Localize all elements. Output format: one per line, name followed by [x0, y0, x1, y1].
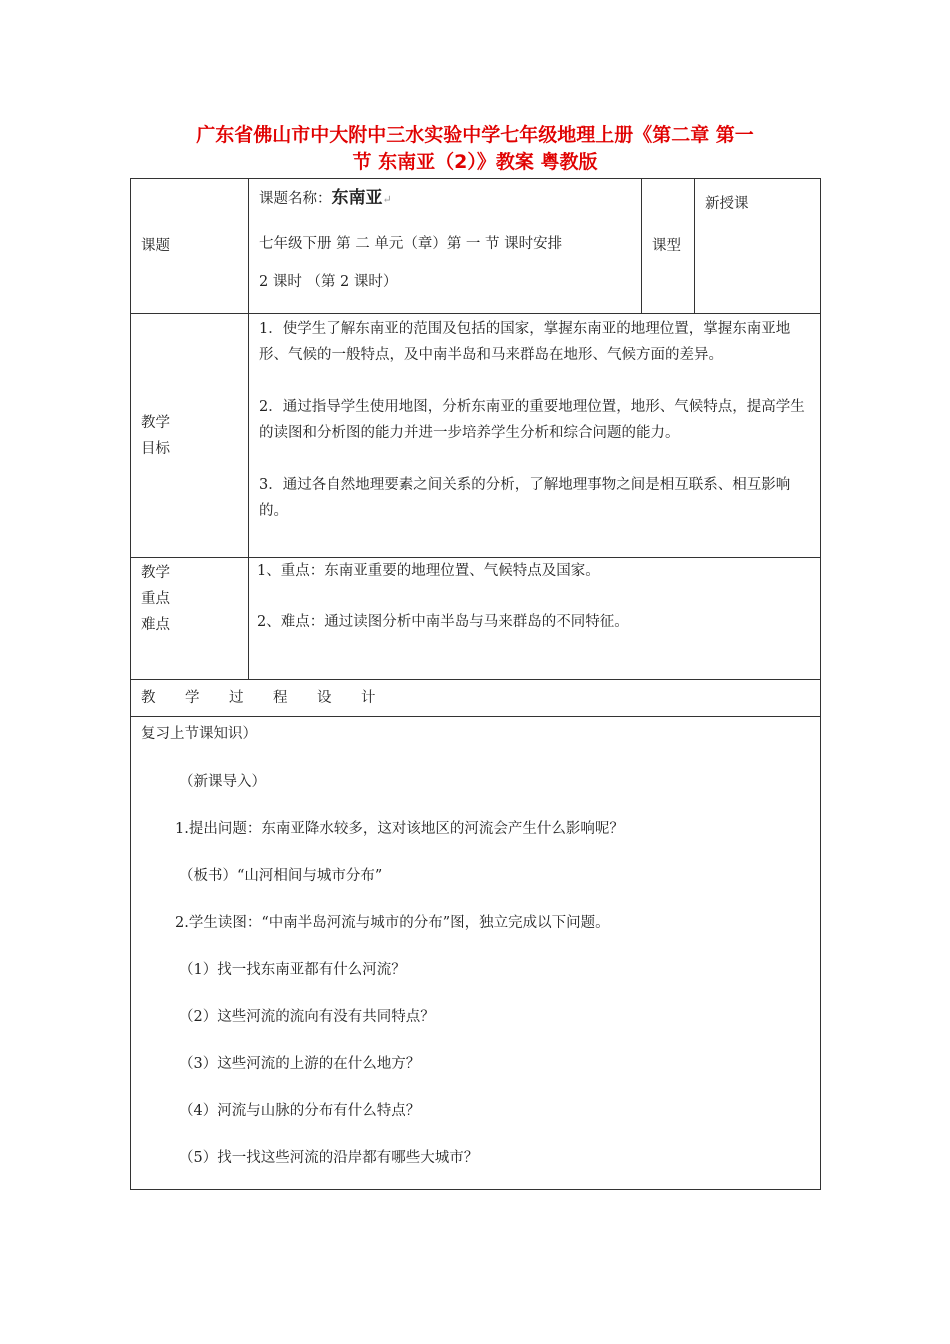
process-heading-char: 学 — [185, 690, 200, 706]
process-row — [131, 717, 821, 1190]
lesson-type-value: 新授课 — [705, 196, 749, 212]
sub-question-2: （2）这些河流的流向有没有共同特点？ — [179, 1009, 435, 1025]
question-2: 2.学生读图：“中南半岛河流与城市的分布”图，独立完成以下问题。 — [175, 915, 610, 931]
goals-label-2: 目标 — [141, 440, 170, 457]
topic-name-label: 课题名称： — [259, 191, 332, 207]
difficult-point: 2、难点：通过读图分析中南半岛与马来群岛的不同特征。 — [257, 614, 629, 630]
sub-question-4: （4）河流与山脉的分布有什么特点？ — [179, 1103, 421, 1119]
keypoints-label-2: 重点 — [141, 591, 170, 607]
goals-label-1: 教学 — [141, 414, 170, 431]
goal-3: 3．通过各自然地理要素之间关系的分析，了解地理事物之间是相互联系、相互影响的。 — [259, 477, 791, 519]
lesson-plan-table — [130, 178, 821, 1190]
topic-cell — [249, 179, 642, 314]
process-heading-row — [131, 680, 821, 717]
goals-cell — [249, 314, 821, 558]
topic-label: 课题 — [141, 238, 170, 254]
title-line-2: 节 东南亚（2）》教案 粤教版 — [352, 151, 598, 173]
board-line: （板书）“山河相间与城市分布” — [179, 868, 383, 884]
keypoints-row — [131, 558, 821, 680]
schedule-line-1: 七年级下册 第 二 单元（章）第 一 节 课时安排 — [259, 236, 563, 252]
lesson-type-label: 课型 — [652, 238, 681, 254]
title-line-1: 广东省佛山市中大附中三水实验中学七年级地理上册《第二章 第一 — [196, 124, 754, 146]
sub-question-5: （5）找一找这些河流的沿岸都有哪些大城市？ — [179, 1150, 479, 1166]
process-heading-char: 设 — [317, 690, 332, 706]
topic-row — [131, 179, 821, 314]
keypoints-cell — [249, 558, 821, 680]
sub-question-1: （1）找一找东南亚都有什么河流？ — [179, 962, 406, 978]
sub-question-3: （3）这些河流的上游的在什么地方？ — [179, 1056, 421, 1072]
keypoints-label-3: 难点 — [141, 617, 170, 633]
goal-2: 2．通过指导学生使用地图，分析东南亚的重要地理位置，地形、气候特点，提高学生的读图和分析图的能力并进一步培养学生分析和综合问题的能力。 — [259, 399, 805, 441]
goal-1: 1．使学生了解东南亚的范围及包括的国家，掌握东南亚的地理位置，掌握东南亚地形、气候的一般特点，及中南半岛和马来群岛在地形、气候方面的差异。 — [259, 321, 791, 363]
keypoints-label-1: 教学 — [141, 565, 170, 581]
review-line: 复习上节课知识） — [141, 726, 257, 742]
process-heading-char: 过 — [229, 690, 244, 706]
goals-row — [131, 314, 821, 558]
topic-name-value: 东南亚 — [331, 188, 383, 208]
key-point: 1、重点：东南亚重要的地理位置、气候特点及国家。 — [257, 563, 600, 579]
intro-line: （新课导入） — [179, 774, 266, 790]
question-1: 1.提出问题：东南亚降水较多，这对该地区的河流会产生什么影响呢？ — [175, 821, 624, 837]
schedule-line-2: 2 课时 （第 2 课时） — [259, 274, 398, 290]
process-heading-char: 计 — [361, 690, 376, 706]
process-heading — [131, 680, 821, 717]
process-heading-char: 教 — [141, 690, 156, 706]
process-cell — [131, 717, 821, 1190]
process-heading-char: 程 — [273, 690, 288, 706]
return-mark-icon: ↵ — [382, 193, 392, 206]
document-title — [130, 122, 820, 176]
